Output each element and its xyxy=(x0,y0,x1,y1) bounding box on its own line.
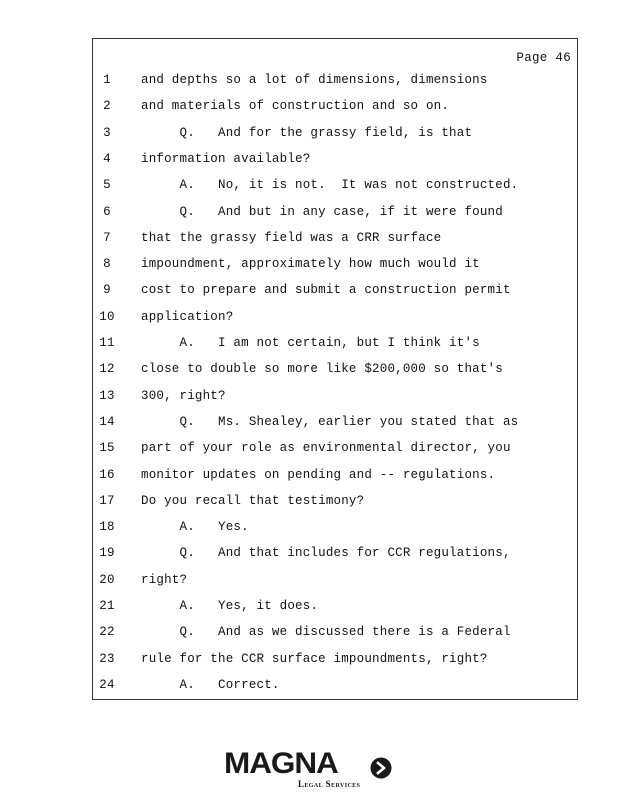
transcript-line xyxy=(93,71,577,89)
line-number: 20 xyxy=(99,572,115,587)
line-text: that the grassy field was a CRR surface xyxy=(141,230,442,245)
transcript-line xyxy=(93,676,577,694)
transcript-line xyxy=(93,387,577,405)
line-text: monitor updates on pending and -- regulations. xyxy=(141,467,496,482)
line-number: 9 xyxy=(103,283,111,298)
line-text: and materials of construction and so on. xyxy=(141,99,450,114)
line-number: 8 xyxy=(103,257,111,272)
transcript-line xyxy=(93,413,577,431)
line-number: 17 xyxy=(99,493,115,508)
transcript-line xyxy=(93,439,577,457)
line-number: 6 xyxy=(103,204,111,219)
line-number: 5 xyxy=(103,178,111,193)
line-number: 1 xyxy=(103,73,111,87)
transcript-line xyxy=(93,229,577,247)
line-text: A. Yes, it does. xyxy=(141,599,319,613)
transcript-line xyxy=(93,176,577,194)
transcript-line xyxy=(93,571,577,589)
transcript-line xyxy=(93,97,577,115)
transcript-line xyxy=(93,150,577,168)
line-number: 10 xyxy=(99,309,115,324)
transcript-line xyxy=(93,255,577,273)
line-text: and depths so a lot of dimensions, dimensions xyxy=(141,73,488,87)
logo-subtitle: Legal Services xyxy=(298,779,361,789)
transcript-line xyxy=(93,518,577,536)
line-text: cost to prepare and submit a construction permit xyxy=(141,283,511,298)
line-number: 13 xyxy=(99,388,115,403)
line-number: 12 xyxy=(99,362,115,377)
line-text: right? xyxy=(141,572,188,587)
line-number: 22 xyxy=(99,625,115,640)
transcript-page xyxy=(92,38,578,700)
page-number: Page 46 xyxy=(516,51,571,65)
transcript-line xyxy=(93,360,577,378)
transcript-line xyxy=(93,650,577,668)
transcript-line xyxy=(93,466,577,484)
line-text: close to double so more like $200,000 so that's xyxy=(141,362,503,377)
line-text: Q. And as we discussed there is a Federal xyxy=(141,625,511,640)
transcript-line xyxy=(93,597,577,615)
line-number: 14 xyxy=(99,414,115,429)
transcript-line xyxy=(93,334,577,352)
line-number: 3 xyxy=(103,125,111,140)
line-text: Q. And for the grassy field, is that xyxy=(141,125,473,140)
line-number: 16 xyxy=(99,467,115,482)
line-text: A. I am not certain, but I think it's xyxy=(141,336,480,350)
line-number: 19 xyxy=(99,546,115,561)
transcript-line xyxy=(93,308,577,326)
line-number: 11 xyxy=(99,336,115,350)
line-number: 2 xyxy=(103,99,111,114)
line-text: Do you recall that testimony? xyxy=(141,493,365,508)
line-number: 21 xyxy=(99,599,115,613)
magna-logo xyxy=(224,748,396,792)
line-text: A. Correct. xyxy=(141,677,280,692)
line-number: 23 xyxy=(99,651,115,666)
line-text: information available? xyxy=(141,151,311,166)
line-number: 7 xyxy=(103,230,111,245)
line-text: rule for the CCR surface impoundments, right? xyxy=(141,651,488,666)
transcript-line xyxy=(93,544,577,562)
line-text: Q. And that includes for CCR regulations, xyxy=(141,546,511,561)
line-number: 24 xyxy=(99,677,115,692)
line-number: 4 xyxy=(103,151,111,166)
line-number: 18 xyxy=(99,520,115,535)
line-text: impoundment, approximately how much would it xyxy=(141,257,480,272)
line-text: Q. Ms. Shealey, earlier you stated that as xyxy=(141,414,519,429)
line-text: 300, right? xyxy=(141,388,226,403)
transcript-line xyxy=(93,203,577,221)
line-text: A. Yes. xyxy=(141,520,249,535)
line-text: A. No, it is not. It was not constructed. xyxy=(141,178,519,193)
chevron-right-circle-icon xyxy=(370,757,392,779)
line-text: application? xyxy=(141,309,234,324)
line-text: part of your role as environmental director, you xyxy=(141,441,511,456)
transcript-line xyxy=(93,281,577,299)
logo-wordmark: MAGNA xyxy=(224,747,338,780)
line-text: Q. And but in any case, if it were found xyxy=(141,204,503,219)
transcript-line xyxy=(93,623,577,641)
line-number: 15 xyxy=(99,441,115,456)
transcript-line xyxy=(93,492,577,510)
transcript-line xyxy=(93,124,577,142)
